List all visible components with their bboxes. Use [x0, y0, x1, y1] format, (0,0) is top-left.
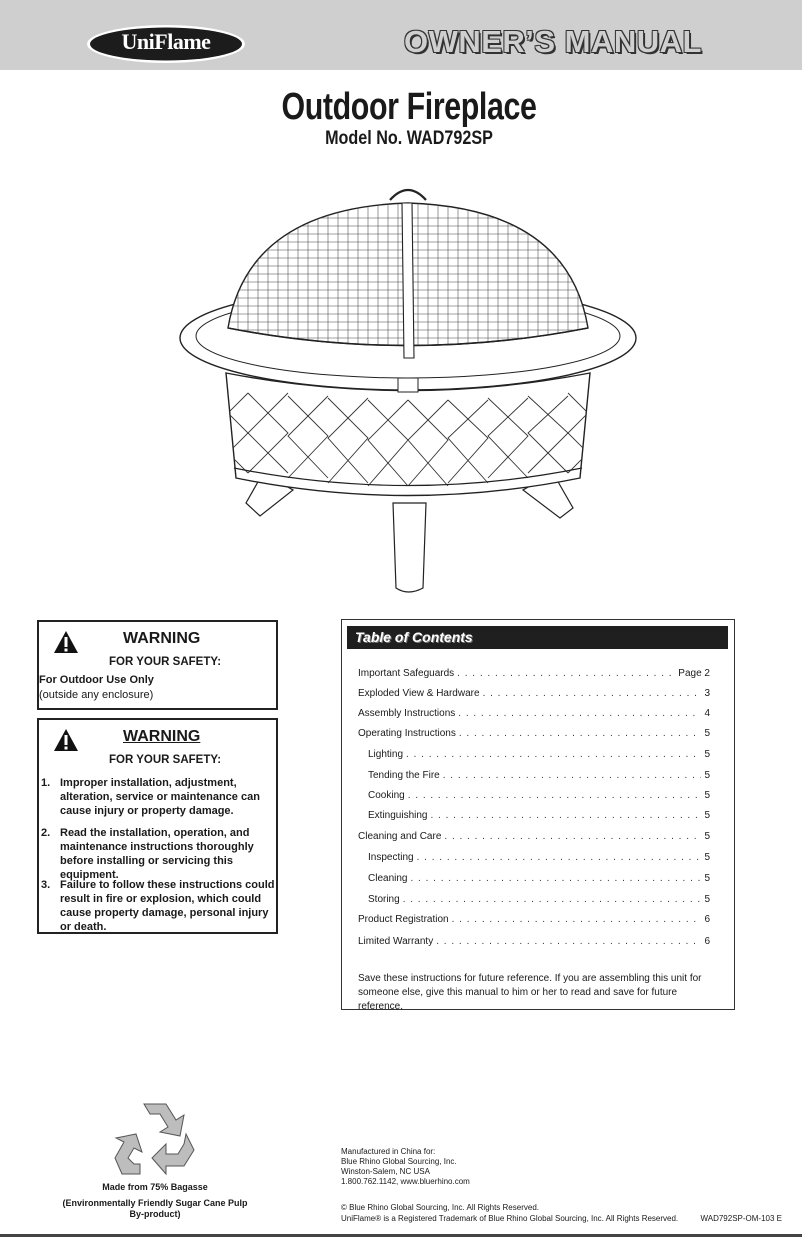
toc-entry-page: 5	[704, 810, 710, 821]
recycle-material-text: Made from 75% Bagasse	[102, 1182, 208, 1192]
warning-item-number: 3.	[41, 879, 51, 891]
product-title: Outdoor Fireplace	[281, 86, 537, 128]
toc-entry-product-registration[interactable]	[358, 914, 710, 928]
toc-entry-tending[interactable]	[368, 770, 710, 784]
copyright-line: © Blue Rhino Global Sourcing, Inc. All Rights Reserved.	[341, 1203, 539, 1212]
toc-entry-page: 5	[704, 749, 710, 760]
toc-entry-label: Assembly Instructions	[358, 708, 456, 719]
toc-entry-label: Cleaning and Care	[358, 831, 442, 842]
toc-entry-label: Important Safeguards	[358, 668, 455, 679]
warning-item-text: Improper installation, adjustment, alteration, service or maintenance can cause injury or property damage.	[60, 777, 260, 817]
document-code: WAD792SP-OM-103 E	[700, 1214, 782, 1223]
toc-entry-page: 5	[704, 894, 710, 905]
toc-entry-page: 6	[704, 914, 710, 925]
toc-entry-page: 5	[704, 728, 710, 739]
toc-entry-label: Operating Instructions	[358, 728, 456, 739]
toc-leader-dots	[459, 728, 702, 739]
fireplace-illustration	[168, 178, 648, 598]
toc-leader-dots	[408, 790, 702, 801]
warning-outdoor-use-text: For Outdoor Use Only	[39, 674, 154, 686]
warning-box-installation	[37, 718, 278, 934]
toc-entry-page: 5	[704, 873, 710, 884]
toc-entry-label: Exploded View & Hardware	[358, 688, 480, 699]
toc-entry-inspecting[interactable]	[368, 852, 710, 866]
toc-leader-dots	[406, 749, 701, 760]
toc-entry-label: Inspecting	[368, 852, 414, 863]
toc-entry-page: 5	[704, 852, 710, 863]
model-number: Model No. WAD792SP	[325, 128, 493, 149]
toc-entry-cleaning[interactable]	[368, 873, 710, 887]
manual-title: OWNER’S MANUAL	[403, 24, 702, 59]
toc-leader-dots	[457, 668, 675, 679]
warning-heading: WARNING	[123, 630, 201, 647]
toc-entry-assembly[interactable]	[358, 708, 710, 722]
toc-title: Table of Contents	[355, 629, 473, 645]
toc-entry-page: 4	[704, 708, 710, 719]
warning-subheading: FOR YOUR SAFETY:	[109, 656, 222, 668]
toc-leader-dots	[417, 852, 702, 863]
warning-item-text: Failure to follow these instructions could result in fire or explosion, which could cause property damage, personal injury or death.	[60, 879, 275, 933]
toc-save-instructions-note: Save these instructions for future reference. If you are assembling this unit for someone else, give this manual to him or her to read and save for future reference.	[358, 973, 702, 1012]
toc-leader-dots	[410, 873, 701, 884]
toc-entry-important-safeguards[interactable]	[358, 668, 710, 682]
toc-leader-dots	[444, 831, 701, 842]
toc-entry-label: Cooking	[368, 790, 405, 801]
company-location: Winston-Salem, NC USA	[341, 1167, 430, 1176]
warning-box-outdoor-use	[37, 620, 278, 710]
toc-leader-dots	[403, 894, 702, 905]
toc-entry-page: 5	[704, 790, 710, 801]
recycle-icon	[114, 1100, 196, 1178]
toc-entry-page: 6	[704, 936, 710, 947]
warning-enclosure-text: (outside any enclosure)	[39, 689, 154, 701]
toc-entry-label: Extinguishing	[368, 810, 428, 821]
bottom-rule	[0, 1234, 802, 1237]
toc-leader-dots	[443, 770, 702, 781]
toc-title-bar	[347, 626, 728, 649]
warning-item	[39, 776, 276, 818]
company-contact: 1.800.762.1142, www.bluerhino.com	[341, 1177, 470, 1186]
toc-entry-limited-warranty[interactable]	[358, 936, 710, 950]
warning-subheading: FOR YOUR SAFETY:	[109, 754, 222, 766]
toc-entry-extinguishing[interactable]	[368, 810, 710, 824]
toc-leader-dots	[458, 708, 701, 719]
toc-entry-operating[interactable]	[358, 728, 710, 742]
toc-entry-exploded-view[interactable]	[358, 688, 710, 702]
toc-entry-label: Product Registration	[358, 914, 449, 925]
toc-leader-dots	[452, 914, 702, 925]
toc-leader-dots	[483, 688, 702, 699]
warning-item	[39, 878, 276, 934]
toc-entry-storing[interactable]	[368, 894, 710, 908]
warning-item-number: 2.	[41, 827, 51, 839]
toc-entry-page: 5	[704, 831, 710, 842]
toc-entry-label: Storing	[368, 894, 400, 905]
toc-entry-label: Limited Warranty	[358, 936, 434, 947]
toc-entry-label: Tending the Fire	[368, 770, 440, 781]
toc-entry-page: 3	[704, 688, 710, 699]
toc-entry-label: Cleaning	[368, 873, 408, 884]
recycle-description-text: (Environmentally Friendly Sugar Cane Pulp By-product)	[62, 1198, 248, 1219]
warning-triangle-icon	[53, 728, 79, 752]
table-of-contents	[341, 619, 735, 1010]
trademark-line: UniFlame® is a Registered Trademark of Blue Rhino Global Sourcing, Inc. All Rights Reserved.	[341, 1214, 679, 1223]
warning-heading: WARNING	[123, 728, 201, 745]
brand-name: UniFlame	[121, 29, 211, 54]
warning-item-text: Read the installation, operation, and maintenance instructions thoroughly before installing or servicing this equipment.	[60, 827, 254, 881]
company-name: Blue Rhino Global Sourcing, Inc.	[341, 1157, 457, 1166]
toc-entry-page: Page 2	[678, 668, 710, 679]
toc-entry-cleaning-and-care[interactable]	[358, 831, 710, 845]
warning-triangle-icon	[53, 630, 79, 654]
toc-leader-dots	[436, 936, 701, 947]
toc-entry-lighting[interactable]	[368, 749, 710, 763]
toc-entry-label: Lighting	[368, 749, 404, 760]
warning-item-number: 1.	[41, 777, 51, 789]
toc-entry-cooking[interactable]	[368, 790, 710, 804]
warning-item	[39, 826, 276, 882]
manufacturer-line: Manufactured in China for:	[341, 1147, 436, 1156]
toc-leader-dots	[430, 810, 701, 821]
toc-entry-page: 5	[704, 770, 710, 781]
